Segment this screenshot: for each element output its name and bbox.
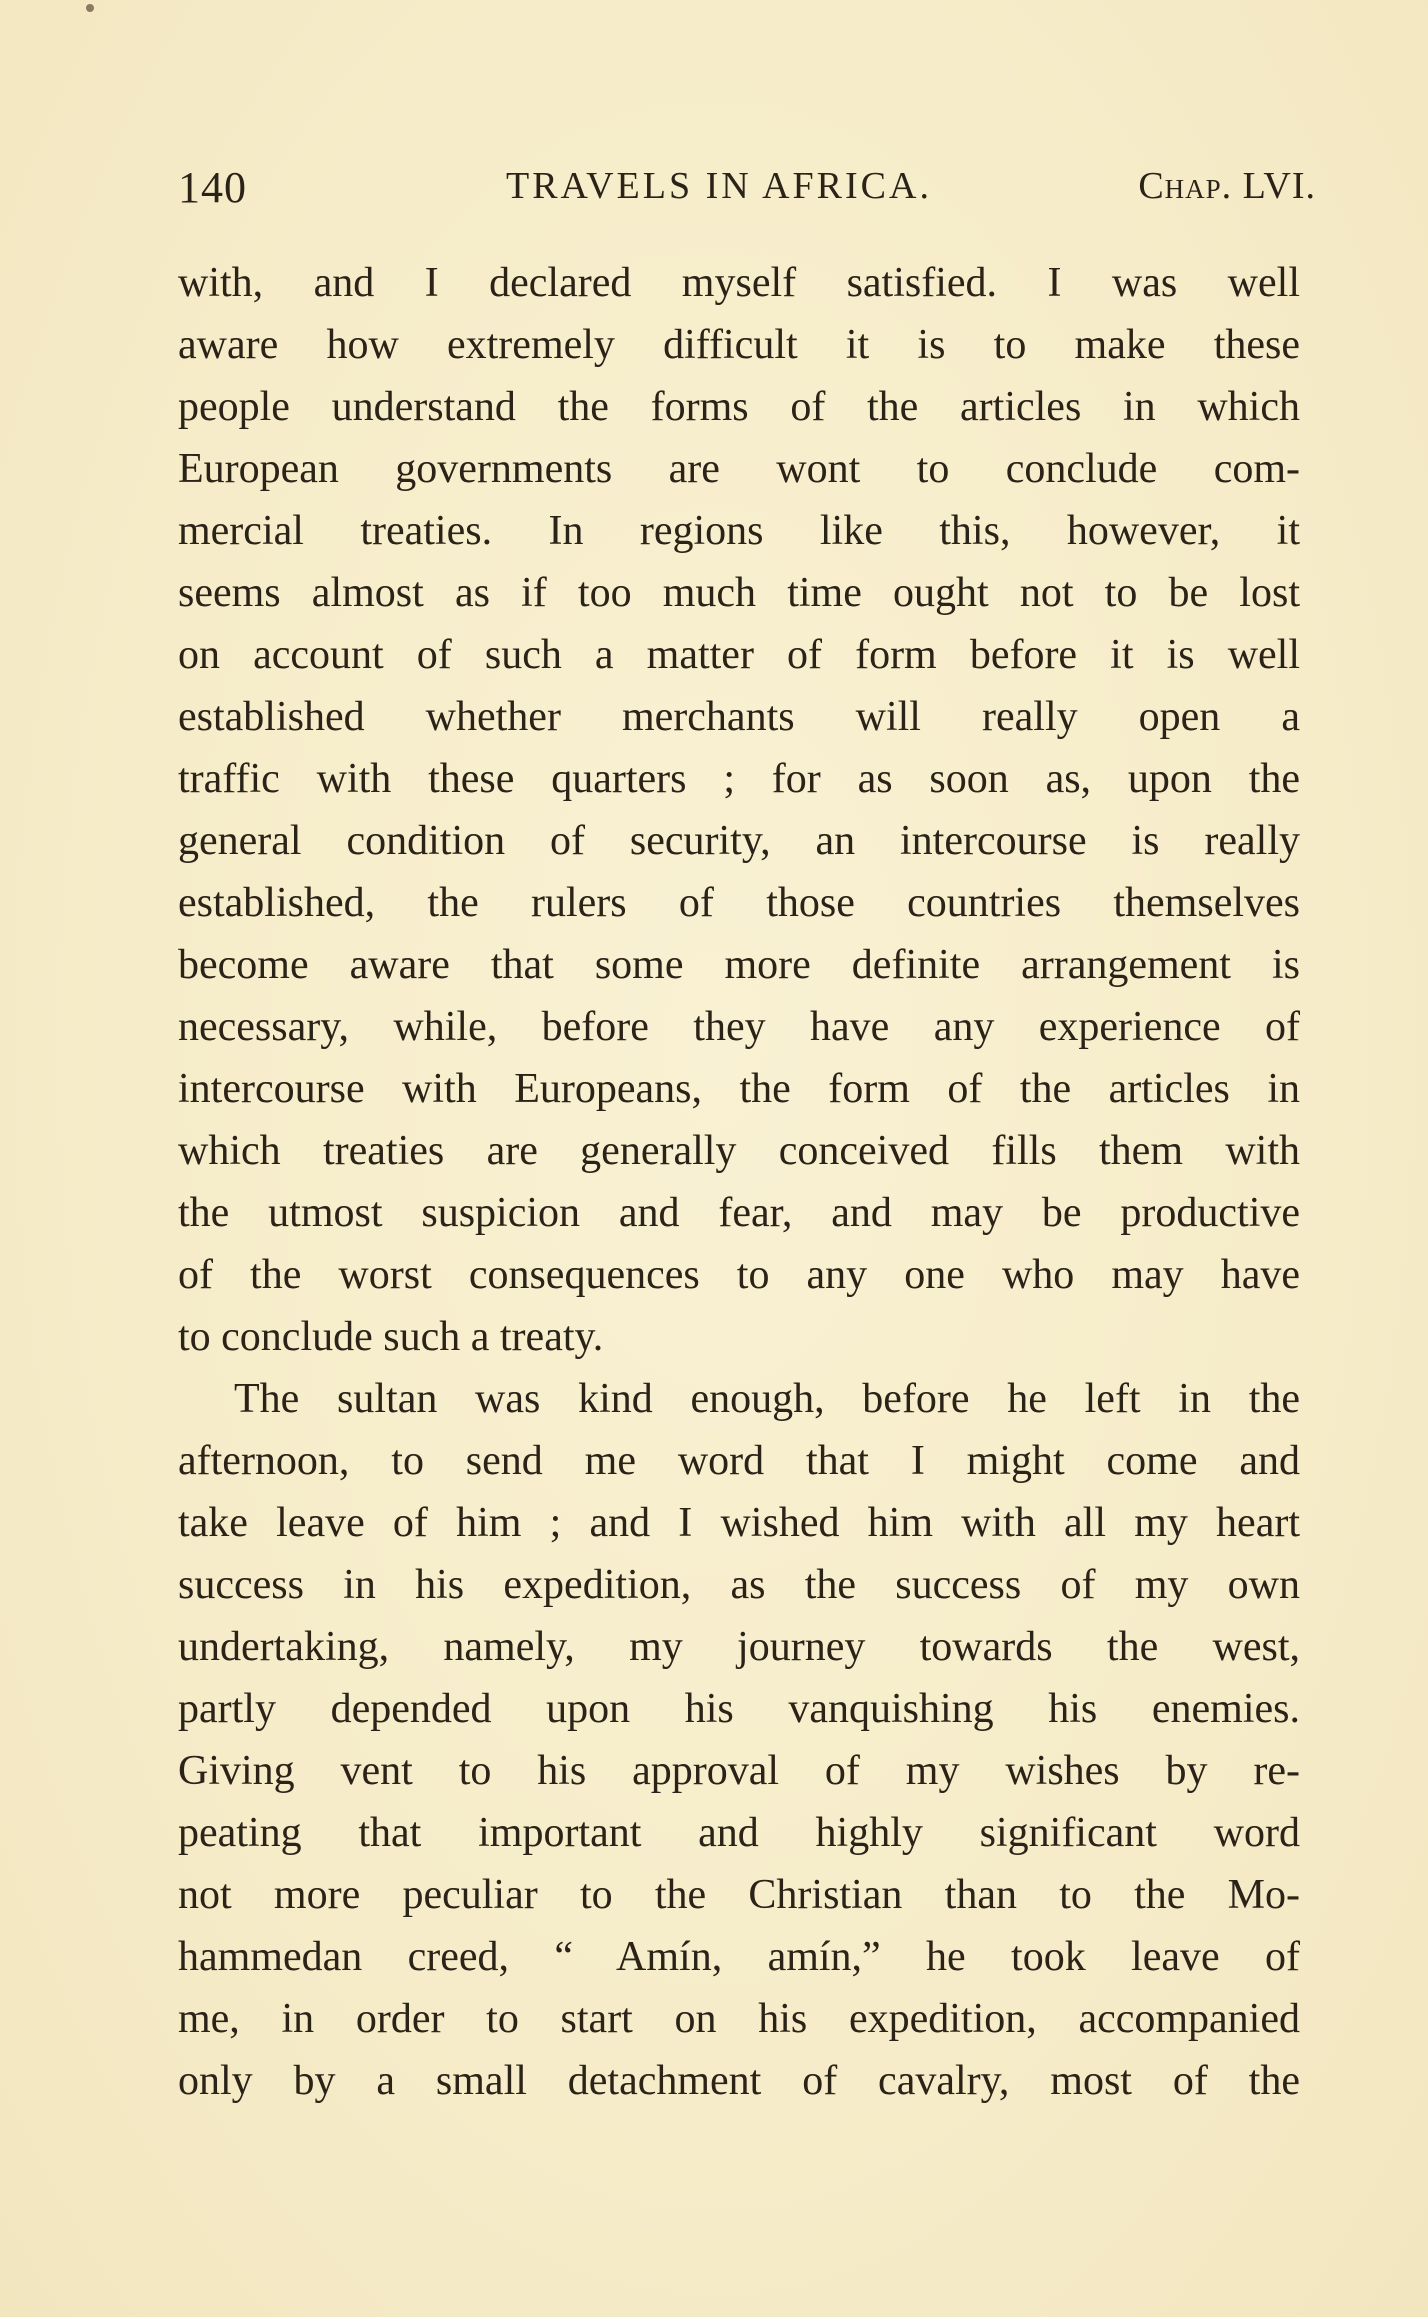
text-line: afternoon, to send me word that I might come and [178, 1438, 1300, 1484]
text-line: established whether merchants will really open a [178, 694, 1300, 740]
text-line: people understand the forms of the articles in which [178, 384, 1300, 430]
text-line: on account of such a matter of form before it is well [178, 632, 1300, 678]
text-line: The sultan was kind enough, before he left in the [234, 1376, 1300, 1422]
body-text [178, 252, 1300, 2112]
ink-speck [86, 4, 94, 12]
text-line: intercourse with Europeans, the form of the articles in [178, 1066, 1300, 1112]
running-header [178, 162, 1316, 222]
text-line: hammedan creed, “ Amín, amín,” he took leave of [178, 1934, 1300, 1980]
text-line: only by a small detachment of cavalry, most of the [178, 2058, 1300, 2104]
text-line: undertaking, namely, my journey towards the west, [178, 1624, 1300, 1670]
text-line: aware how extremely difficult it is to make these [178, 322, 1300, 368]
text-line: European governments are wont to conclude com- [178, 446, 1300, 492]
text-line: traffic with these quarters ; for as soon as, upon the [178, 756, 1300, 802]
text-line: not more peculiar to the Christian than to the Mo- [178, 1872, 1300, 1918]
text-line: the utmost suspicion and fear, and may be productive [178, 1190, 1300, 1236]
text-line: which treaties are generally conceived fills them with [178, 1128, 1300, 1174]
text-line: necessary, while, before they have any experience of [178, 1004, 1300, 1050]
running-title: TRAVELS IN AFRICA. [506, 165, 932, 207]
text-line: established, the rulers of those countries themselves [178, 880, 1300, 926]
text-line: with, and I declared myself satisfied. I was well [178, 260, 1300, 306]
text-line: mercial treaties. In regions like this, however, it [178, 508, 1300, 554]
text-line: me, in order to start on his expedition, accompanied [178, 1996, 1300, 2042]
text-line: seems almost as if too much time ought not to be lost [178, 570, 1300, 616]
page-number: 140 [178, 163, 247, 212]
text-line: partly depended upon his vanquishing his enemies. [178, 1686, 1300, 1732]
text-line: peating that important and highly significant word [178, 1810, 1300, 1856]
text-line: become aware that some more definite arrangement is [178, 942, 1300, 988]
text-line: success in his expedition, as the success of my own [178, 1562, 1300, 1608]
text-line: take leave of him ; and I wished him with all my heart [178, 1500, 1300, 1546]
text-line: to conclude such a treaty. [178, 1314, 604, 1360]
chapter-label: Chap. LVI. [1138, 165, 1316, 207]
text-line: of the worst consequences to any one who may have [178, 1252, 1300, 1298]
text-line: Giving vent to his approval of my wishes by re- [178, 1748, 1300, 1794]
text-line: general condition of security, an intercourse is really [178, 818, 1300, 864]
